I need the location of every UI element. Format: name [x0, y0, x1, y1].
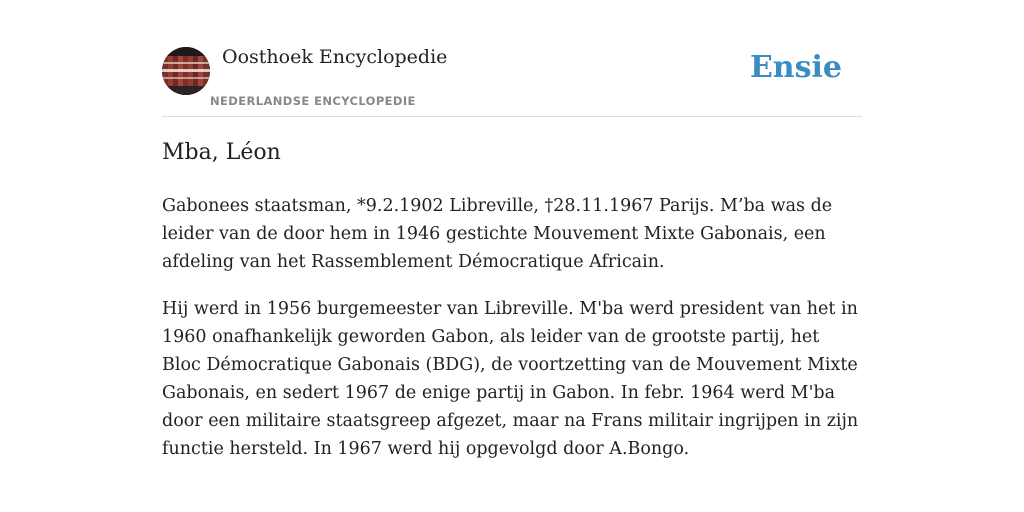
article-paragraph: Gabonees staatsman, *9.2.1902 Libreville, †28.11.1967 Parijs. M’ba was de leider van de door hem in 1946 gestichte Mouvement Mixte Gabonais, een afdeling van het Rassemblement Démocratique Africain. [162, 196, 833, 272]
site-name-link[interactable]: Ensie [749, 50, 842, 85]
page-container [162, 0, 862, 459]
article-title: Mba, Léon [162, 140, 281, 165]
article-body [162, 192, 862, 482]
brand-subtitle: NEDERLANDSE ENCYCLOPEDIE [210, 94, 416, 108]
encyclopedia-books-icon[interactable] [162, 47, 210, 95]
brand-title[interactable]: Oosthoek Encyclopedie [222, 46, 448, 68]
header [162, 0, 862, 117]
article-paragraph: Hij werd in 1956 burgemeester van Libreville. M'ba werd president van het in 1960 onafhankelijk geworden Gabon, als leider van de grootste partij, het Bloc Démocratique Gabonais (BDG), de voortzetting van de Mouvement Mixte Gabonais, en sedert 1967 de enige partij in Gabon. In febr. 1964 werd M'ba door een militaire staatsgreep afgezet, maar na Frans militair ingrijpen in zijn functie hersteld. In 1967 werd hij opgevolgd door A.Bongo. [162, 299, 859, 459]
